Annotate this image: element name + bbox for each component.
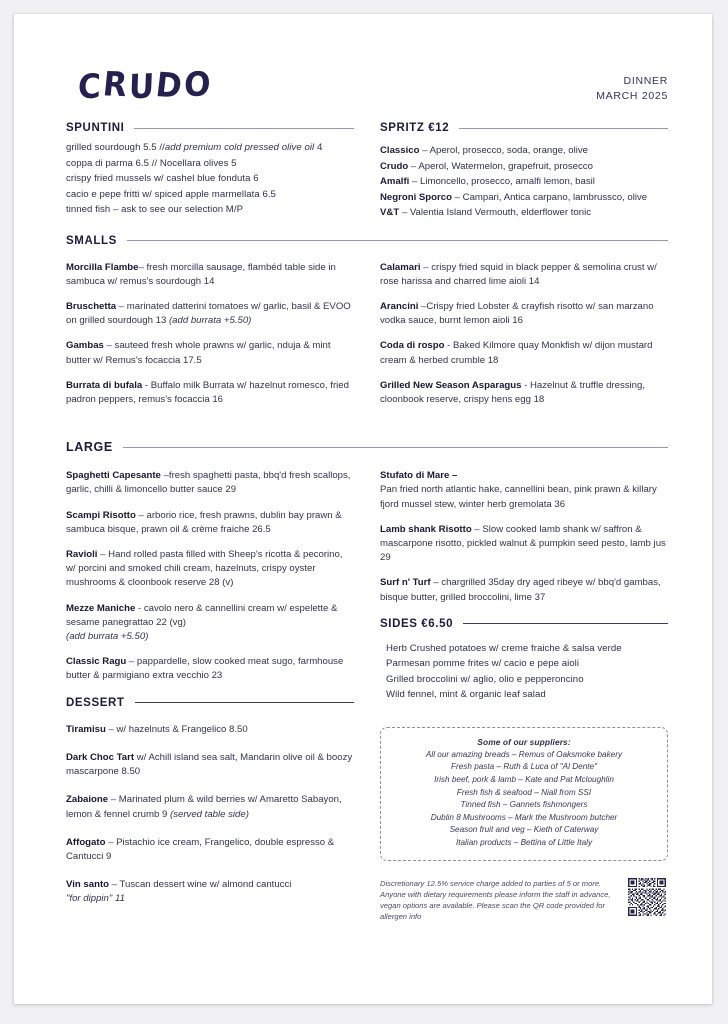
- section-title: DESSERT: [66, 696, 125, 709]
- menu-item: [66, 602, 354, 645]
- menu-meta: [596, 74, 668, 104]
- list-item: Herb Crushed potatoes w/ creme fraiche & salsa verde: [386, 642, 622, 654]
- section-title: SMALLS: [66, 234, 117, 247]
- item-desc: w/ Achill island sea salt, Mandarin olive oil & boozy mascarpone 8.50: [66, 751, 353, 778]
- item-desc: – sauteed fresh whole prawns w/ garlic, nduja & mint butter w/ Remus's focaccia 17.5: [66, 340, 331, 366]
- list-item: [380, 143, 668, 159]
- section-heading-large: [66, 440, 668, 454]
- dessert-suppliers-row: [66, 697, 668, 922]
- list-item: [66, 140, 354, 156]
- menu-item: [66, 723, 354, 737]
- section-title: SPUNTINI: [66, 122, 125, 134]
- menu-item: [66, 751, 354, 779]
- item-name: Mezze Maniche: [66, 602, 136, 614]
- item-name: Calamari: [380, 261, 421, 273]
- smalls-section: [66, 235, 668, 419]
- item-name: Tiramisu: [66, 723, 106, 735]
- menu-item: [66, 339, 354, 367]
- heading-rule: [459, 128, 668, 129]
- item-emphasis: add premium cold pressed olive oil: [164, 142, 315, 153]
- item-name: Ravioli: [66, 548, 98, 560]
- heading-rule: [123, 447, 668, 448]
- supplier-line: Fresh fish & seafood – Niall from SSI: [456, 787, 592, 797]
- suppliers-box-wrap: [380, 727, 668, 861]
- supplier-line: Dublin 8 Mushrooms – Mark the Mushroom butcher: [430, 812, 618, 822]
- section-heading-smalls: [66, 235, 668, 247]
- list-item: [380, 205, 668, 221]
- menu-item: [66, 548, 354, 591]
- smalls-left-column: [66, 261, 354, 419]
- item-desc: – Aperol, Watermelon, grapefruit, prosecco: [408, 160, 593, 172]
- spuntini-spritz-row: [66, 122, 668, 221]
- menu-item: [66, 379, 354, 407]
- suppliers-column: [380, 697, 668, 922]
- spritz-list: [380, 143, 668, 221]
- list-item: cacio e pepe fritti w/ spiced apple marmellata 6.5: [66, 188, 276, 200]
- item-desc: - Baked Kilmore quay Monkfish w/ dijon mustard cream & herbed crumble 18: [380, 340, 653, 366]
- supplier-line: All our amazing breads – Remus of Oaksmoke bakery: [425, 749, 623, 759]
- list-item: coppa di parma 6.5 // Nocellara olives 5: [66, 157, 237, 169]
- smalls-right-column: [380, 261, 668, 419]
- item-name: Burrata di bufala: [66, 379, 143, 391]
- section-heading-spuntini: [66, 122, 354, 134]
- menu-page: [14, 14, 712, 1004]
- item-name: Lamb shank Risotto: [380, 523, 472, 535]
- item-desc: –Crispy fried Lobster & crayfish risotto w/ san marzano vodka sauce, burnt lemon aioli 16: [380, 300, 654, 327]
- menu-item: [66, 793, 354, 821]
- large-left-column: [66, 469, 354, 703]
- item-desc: – Slow cooked lamb shank w/ saffron & mascarpone risotto, pickled walnut & pumpkin seed pesto, lamb jus 29: [380, 523, 666, 564]
- menu-item: [380, 379, 668, 407]
- list-item: Parmesan pomme frites w/ cacio e pepe aioli: [386, 658, 580, 670]
- large-columns: [66, 469, 668, 703]
- list-item: crispy fried mussels w/ cashel blue fonduta 6: [66, 173, 259, 184]
- item-desc: – Pistachio ice cream, Frangelico, double espresso & Cantucci 9: [66, 836, 335, 862]
- item-desc: - Buffalo milk Burrata w/ hazelnut romesco, fried padron peppers, remus's focaccia 16: [66, 379, 349, 405]
- menu-item: [66, 469, 354, 497]
- item-name: Dark Choc Tart: [66, 751, 135, 763]
- item-name: Spaghetti Capesante: [66, 470, 161, 482]
- sides-list: [380, 641, 668, 703]
- item-desc: – Hand rolled pasta filled with Sheep's ricotta & pecorino, w/ porcini and smoked chili cream, hazelnuts, crispy oyster mushrooms & cloonbook reserve 28 (v): [66, 548, 343, 589]
- dessert-column: [66, 697, 354, 922]
- item-name: V&T: [380, 207, 400, 218]
- restaurant-logo: CRUDO: [77, 65, 214, 108]
- item-note: (add burrata +5.50): [168, 315, 252, 327]
- item-name: Stufato di Mare –: [380, 470, 458, 482]
- heading-rule: [135, 702, 354, 703]
- item-desc: – Tuscan dessert wine w/ almond cantucci: [109, 879, 292, 891]
- section-title: LARGE: [66, 440, 113, 455]
- supplier-line: Fresh pasta – Ruth & Luca of "Al Dente": [451, 762, 597, 772]
- sides-section: [380, 618, 668, 703]
- menu-item: [380, 523, 668, 566]
- item-price: 4: [314, 142, 323, 153]
- item-note: (add burrata +5.50): [66, 630, 149, 642]
- item-name: Affogato: [66, 836, 106, 848]
- section-heading-spritz: [380, 122, 668, 134]
- menu-item: [66, 878, 354, 906]
- item-desc: – crispy fried squid in black pepper & semolina crust w/ rose harissa and charred lime aioli 14: [380, 261, 657, 287]
- item-desc: - cavolo nero & cannellini cream w/ espelette & sesame panegrattao 22 (vg): [66, 602, 338, 628]
- supplier-line: Irish beef, pork & lamb – Kate and Pat Mcloughlin: [434, 774, 614, 784]
- item-name: Negroni Sporco: [380, 191, 452, 203]
- month-label: MARCH 2025: [596, 90, 668, 102]
- item-name: Grilled New Season Asparagus: [380, 379, 522, 391]
- item-name: Scampi Risotto: [66, 509, 136, 521]
- item-name: Bruschetta: [66, 300, 117, 312]
- menu-item: [380, 261, 668, 289]
- suppliers-box: [380, 727, 668, 861]
- item-desc: –fresh spaghetti pasta, bbq'd fresh scallops, garlic, chilli & limoncello butter sauce 29: [66, 470, 351, 496]
- spuntini-list: [66, 140, 354, 218]
- menu-header: [66, 58, 668, 122]
- supplier-line: Tinned fish – Gannets fishmongers: [460, 800, 588, 810]
- menu-item: [66, 509, 354, 537]
- menu-item: [66, 655, 354, 683]
- qr-code-svg: [628, 878, 666, 916]
- item-note: "for dippin" 11: [66, 893, 125, 905]
- heading-rule: [127, 240, 668, 241]
- list-item: Grilled broccolini w/ aglio, olio e pepperoncino: [386, 673, 584, 685]
- supplier-line: Italian products – Bettina of Little Italy: [455, 837, 593, 847]
- item-desc: – Campari, Antica carpano, lambrussco, olive: [451, 191, 648, 203]
- menu-item: [380, 300, 668, 328]
- disclaimer-text: Discretionary 12.5% service charge added to parties of 5 or more. Anyone with dietary requirements please inform the staff in advance, vegan options are available. Please scan the QR code provided for allergen info: [380, 878, 611, 921]
- item-name: Amalfi: [380, 176, 410, 187]
- item-name: Morcilla Flambe: [66, 261, 139, 273]
- menu-item: [66, 261, 354, 289]
- qr-code-icon[interactable]: [628, 878, 666, 916]
- item-name: Surf n' Turf: [380, 577, 431, 589]
- item-name: Classico: [380, 145, 420, 156]
- list-item: [380, 159, 668, 175]
- menu-item: [380, 469, 668, 512]
- list-item: tinned fish – ask to see our selection M/P: [66, 204, 244, 215]
- suppliers-title: Some of our suppliers:: [477, 736, 571, 747]
- supplier-line: Season fruit and veg – Kieth of Caterway: [449, 825, 599, 835]
- smalls-columns: [66, 261, 668, 419]
- item-name: Crudo: [380, 160, 409, 172]
- item-desc: – Marinated plum & wild berries w/ Amaretto Sabayon, lemon & fennel crumb 9: [66, 794, 342, 820]
- item-name: Arancini: [380, 300, 419, 312]
- menu-item: [380, 339, 668, 367]
- section-title: SPRITZ €12: [380, 122, 450, 134]
- item-desc: – fresh morcilla sausage, flambéd table side in sambuca w/ remus's sourdough 14: [66, 261, 336, 287]
- item-desc: - Hazelnut & truffle dressing, cloonbook reserve, crispy hens egg 18: [380, 379, 646, 405]
- item-desc: Pan fried north atlantic hake, cannellini bean, pink prawn & killary fjord mussel stew, winter herb gremolata 36: [380, 484, 657, 510]
- menu-item: [380, 576, 668, 604]
- heading-rule: [463, 623, 668, 624]
- item-text: grilled sourdough 5.5 //: [66, 142, 165, 153]
- section-heading-dessert: [66, 697, 354, 709]
- item-name: Classic Ragu: [66, 656, 127, 668]
- item-name: Vin santo: [66, 879, 110, 891]
- item-desc: – marinated datterini tomatoes w/ garlic, basil & EVOO on grilled sourdough 13: [66, 300, 351, 327]
- item-desc: – Valentia Island Vermouth, elderflower tonic: [399, 207, 591, 218]
- section-title: SIDES €6.50: [380, 617, 454, 630]
- item-desc: – chargrilled 35day dry aged ribeye w/ bbq'd gambas, bisque butter, grilled broccolini, lime 37: [380, 577, 661, 603]
- menu-item: [66, 300, 354, 328]
- item-desc: – pappardelle, slow cooked meat sugo, farmhouse butter & parmigiano extra vecchio 23: [66, 656, 344, 682]
- item-desc: – Limoncello, prosecco, amalfi lemon, basil: [409, 176, 595, 187]
- item-desc: – arborio rice, fresh prawns, dublin bay prawn & sambuca bisque, prawn oil & crème fraiche 26.5: [66, 509, 342, 535]
- dessert-list: [66, 723, 354, 907]
- meal-label: DINNER: [623, 75, 668, 87]
- item-name: Gambas: [66, 340, 104, 352]
- large-section: [66, 440, 668, 703]
- item-note: (served table side): [170, 808, 249, 820]
- item-name: Zabaione: [66, 794, 109, 806]
- item-name: Coda di rospo: [380, 340, 445, 352]
- list-item: Wild fennel, mint & organic leaf salad: [386, 689, 546, 701]
- item-desc: – Aperol, prosecco, soda, orange, olive: [419, 145, 588, 156]
- menu-footer: [380, 878, 668, 922]
- list-item: [380, 174, 668, 190]
- heading-rule: [134, 128, 354, 129]
- spuntini-column: [66, 122, 354, 221]
- section-heading-sides: [380, 618, 668, 630]
- spritz-column: [380, 122, 668, 221]
- menu-item: [66, 836, 354, 864]
- list-item: [380, 190, 668, 206]
- large-right-column: [380, 469, 668, 703]
- item-desc: – w/ hazelnuts & Frangelico 8.50: [105, 723, 248, 735]
